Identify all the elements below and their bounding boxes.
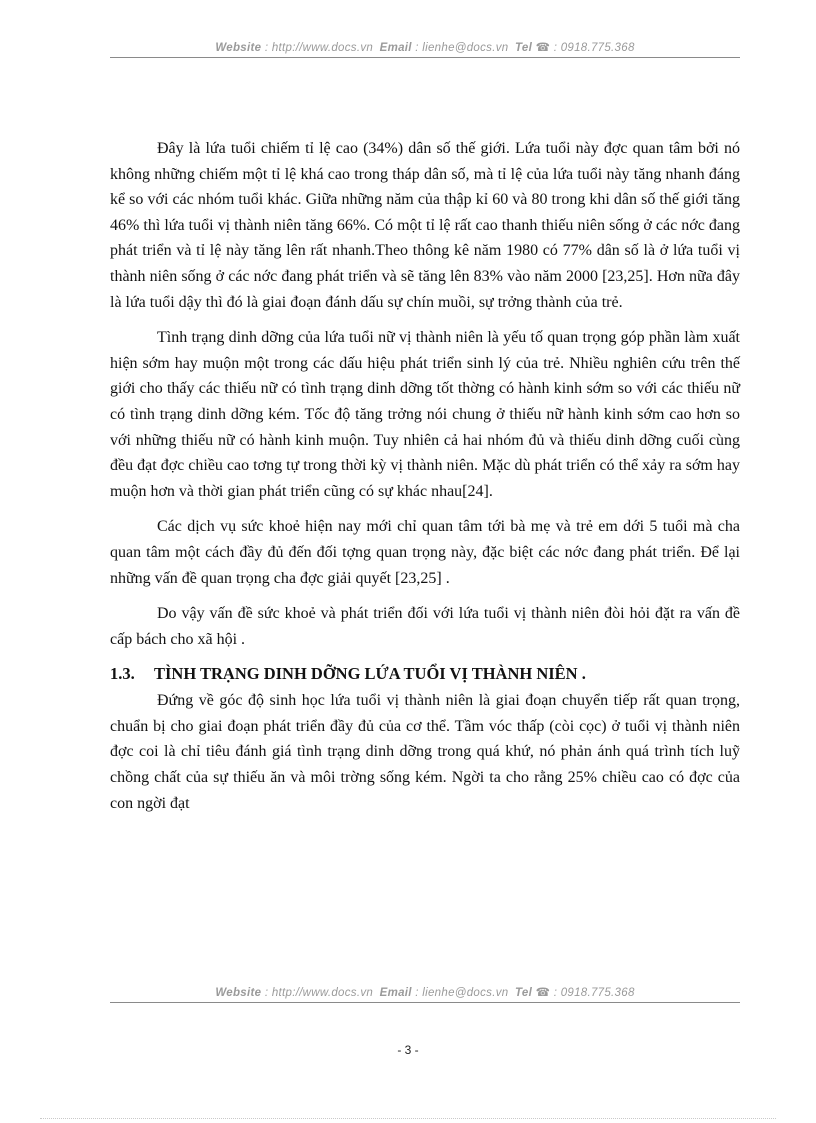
footer-tel-label: Tel (514, 987, 533, 999)
document-body (110, 136, 740, 826)
footer-website-label: Website (215, 987, 262, 999)
section-heading (110, 662, 740, 686)
page-footer (110, 985, 740, 999)
footer-tel-value: : 0918.775.368 (553, 987, 635, 999)
page-number: - 3 - (397, 1043, 419, 1057)
section-title: TÌNH TRẠNG DINH DỠNG LỨA TUỔI VỊ THÀNH NIÊN . (154, 664, 586, 684)
footer-email-label: Email (379, 987, 412, 999)
section-paragraph: Đứng về góc độ sinh học lứa tuổi vị thành niên là giai đoạn chuyển tiếp rất quan trọng, chuẩn bị cho giai đoạn phát triển đầy đủ của cơ thể. Tầm vóc thấp (còi cọc) ở tuổi vị thành niên đợc coi là chỉ tiêu đánh giá tình trạng dinh dỡng trong quá khứ, nó phản ánh quá trình tích luỹ chồng chất của sự thiếu ăn và môi trờng sống kém. Ngời ta cho rằng 25% chiều cao có đợc của con ngời đạt (110, 692, 740, 812)
paragraph: Đây là lứa tuổi chiếm tỉ lệ cao (34%) dân số thế giới. Lứa tuổi này đợc quan tâm bởi nó không những chiếm một tỉ lệ khá cao trong tháp dân số, mà tỉ lệ của lứa tuổi này tăng nhanh đáng kể so với các nhóm tuổi khác. Giữa những năm của thập kỉ 60 và 80 trong khi dân số thế giới tăng 46% thì lứa tuổi vị thành niên tăng 66%. Có một tỉ lệ rất cao thanh thiếu niên sống ở các nớc đang phát triển và tỉ lệ này tăng lên rất nhanh.Theo thông kê năm 1980 có 77% dân số là ở lứa tuổi vị thành niên sống ở các nớc đang phát triển và sẽ tăng lên 83% vào năm 2000 [23,25]. Hơn nữa đây là lứa tuổi dậy thì đó là giai đoạn đánh dấu sự chín muồi, sự trởng thành của trẻ. (110, 140, 740, 311)
header-email-label: Email (379, 42, 412, 54)
header-email-link[interactable]: : lienhe@docs.vn (415, 42, 509, 54)
header-website-label: Website (215, 42, 262, 54)
header-rule (110, 57, 740, 58)
page-header (110, 40, 740, 54)
paragraph: Tình trạng dinh dỡng của lứa tuổi nữ vị thành niên là yếu tố quan trọng góp phần làm xuất hiện sớm hay muộn một trong các dấu hiệu phát triển sinh lý của trẻ. Nhiều nghiên cứu trên thế giới cho thấy các thiếu nữ có tình trạng dinh dỡng tốt thờng có hành kinh sớm so với các thiếu nữ có tình trạng dinh dỡng kém. Tốc độ tăng trởng nói chung ở thiếu nữ hành kinh sớm cao hơn so với những thiếu nữ có hành kinh muộn. Tuy nhiên cả hai nhóm đủ và thiếu dinh dỡng cuối cùng đều đạt đợc chiều cao tơng tự trong thời kỳ vị thành niên. Mặc dù phát triển có thể xảy ra sớm hay muộn hơn và thời gian phát triển cũng có sự khác nhau[24]. (110, 329, 740, 500)
header-website-link[interactable]: : http://www.docs.vn (264, 42, 374, 54)
footer-rule (110, 1002, 740, 1003)
phone-icon: ☎ (535, 987, 551, 999)
footer-email-link[interactable]: : lienhe@docs.vn (415, 987, 509, 999)
paragraph: Do vậy vấn đề sức khoẻ và phát triển đối với lứa tuổi vị thành niên đòi hỏi đặt ra vấn đề cấp bách cho xã hội . (110, 605, 740, 648)
footer-website-link[interactable]: : http://www.docs.vn (264, 987, 374, 999)
page-bottom-border (40, 1118, 776, 1119)
paragraph: Các dịch vụ sức khoẻ hiện nay mới chỉ quan tâm tới bà mẹ và trẻ em dới 5 tuổi mà cha quan tâm một cách đầy đủ đến đối tợng quan trọng này, đặc biệt các nớc đang phát triển. Để lại những vấn đề quan trọng cha đợc giải quyết [23,25] . (110, 518, 740, 587)
phone-icon: ☎ (535, 42, 551, 54)
section-number: 1.3. (110, 664, 135, 684)
header-tel-value: : 0918.775.368 (553, 42, 635, 54)
header-tel-label: Tel (514, 42, 533, 54)
